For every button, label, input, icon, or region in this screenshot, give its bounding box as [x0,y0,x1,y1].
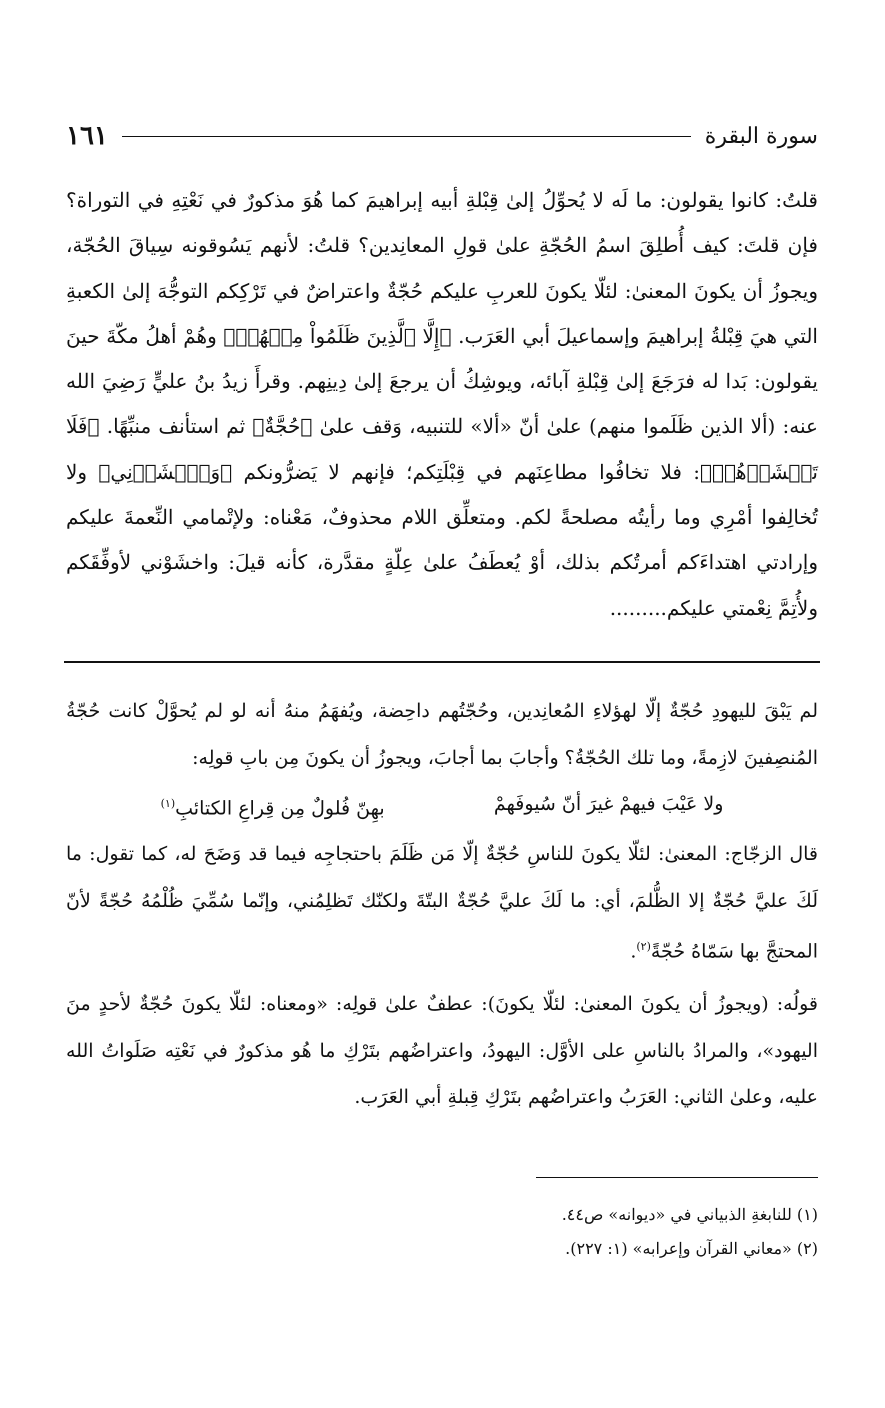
footnote-ref-2: (٢) [636,940,651,954]
footnote-rule [536,1177,818,1178]
commentary-paragraph-2 [66,831,818,975]
poetry-verse [66,781,818,831]
commentary [66,688,818,1121]
verse-second-hemistich [161,781,385,831]
commentary-paragraph-1: لم يَبْقَ لليهودِ حُجّةٌ إلّا لهؤلاءِ المُعانِدين، وحُجّتُهم داحِضة، ويُفهَمُ منهُ أنه لو لم يُحوَّلْ كانت حُجّةُ المُنصِفينَ لازِمةً، وما تلك الحُجّةُ؟ وأجابَ بما أجابَ، ويجوزُ أن يكونَ مِن بابِ قولِه: [66,700,818,769]
verse-second-text: بهِنّ فُلولٌ مِن قِراعِ الكتائبِ [175,797,385,820]
commentary-paragraph-2-text: قال الزجّاج: المعنىٰ: لئلّا يكونَ للناسِ حُجّةٌ إلّا مَن ظَلَمَ باحتجاجِه فيما قد وَضَحَ له، كما تقول: ما لَكَ عليَّ حُجّةٌ إلا الظُّلمَ، أي: ما لَكَ عليَّ حُجّةٌ البتّةَ ولكنّك تَظلِمُني، وإنّما سُمِّيَ ظُلْمُهُ حُجّةً لأنّ المحتجَّ بها سَمّاهُ حُجّةً [66,843,818,963]
main-paragraph: قلتُ: كانوا يقولون: ما لَه لا يُحوِّلُ إلىٰ قِبْلةِ أبيه إبراهيمَ كما هُوَ مذكورٌ في نَعْتِهِ في التوراة؟ فإن قلتَ: كيف أُطلِقَ اسمُ الحُجّةِ علىٰ قولِ المعانِدين؟ قلتُ: لأنهم يَسُوقونه سِياقَ الحُجّة، ويجوزُ أن يكونَ المعنىٰ: لئلّا يكونَ للعربِ عليكم حُجّةٌ واعتراضٌ في تَرْكِكم التوجُّهَ إلىٰ الكعبةِ التي هيَ قِبْلةُ إبراهيمَ وإسماعيلَ أبي العَرَب. ﴿إِلَّا ٱلَّذِينَ ظَلَمُواْ مِنۡهُمۡ﴾ وهُمْ أهلُ مكّةَ حينَ يقولون: بَدا له فرَجَعَ إلىٰ قِبْلةِ آبائه، ويوشِكُ أن يرجعَ إلىٰ دِينِهم. وقرأَ زيدُ بنُ عليٍّ رَضِيَ الله عنه: (ألا الذين ظَلَموا منهم) علىٰ أنّ «ألا» للتنبيه، وَقف علىٰ ﴿حُجَّةٌ﴾ ثم استأنف منبِّهًا. ﴿فَلَا تَخۡشَوۡهُمۡ﴾: فلا تخافُوا مطاعِنَهم في قِبْلَتِكم؛ فإنهم لا يَضرُّونكم ﴿وَٱخۡشَوۡنِي﴾ ولا تُخالِفوا أمْرِي وما رأيتُه مصلحةً لكم. ومتعلِّق اللام محذوفٌ، مَعْناه: ولإتْمامي النِّعمةَ عليكم وإرادتي اهتداءَكم أمرتُكم بذلك، أوْ يُعطَفُ علىٰ عِلّةٍ مقدَّرة، كأنه قيلَ: واخشَوْني لأوفِّقَكم ولأُتِمَّ نِعْمتي عليكم......... [66,188,818,620]
verse-first-hemistich: ولا عَيْبَ فيهمْ غيرَ أنّ سُيوفَهمْ [493,793,724,815]
header-rule [122,136,691,137]
footnote-1: (١) للنابغةِ الذبياني في «ديوانه» ص٤٤. [561,1205,818,1224]
surah-title: سورة البقرة [704,123,818,149]
footnote-2: (٢) «معاني القرآن وإعرابه» (١: ٢٢٧). [565,1239,818,1258]
main-text [66,178,818,631]
section-divider [64,661,820,663]
page-number: ١٦١ [66,121,108,151]
footnotes [66,1198,818,1266]
footnote-ref-1: (١) [160,797,176,810]
commentary-paragraph-3: قولُه: (ويجوزُ أن يكونَ المعنىٰ: لئلّا يكونَ): عطفٌ علىٰ قولِه: «ومعناه: لئلّا يكونَ حُجّةٌ لأحدٍ منَ اليهود»، والمرادُ بالناسِ على الأوَّل: اليهودُ، واعتراضُهم بتَرْكِ ما هُو مذكورٌ في نَعْتِه صَلَواتُ الله عليه، وعلىٰ الثاني: العَرَبُ واعتراضُهم بتَرْكِ قِبلةِ أبي العَرَب. [66,993,818,1109]
commentary-paragraph-2-end: . [630,940,637,963]
page-header [66,116,818,156]
